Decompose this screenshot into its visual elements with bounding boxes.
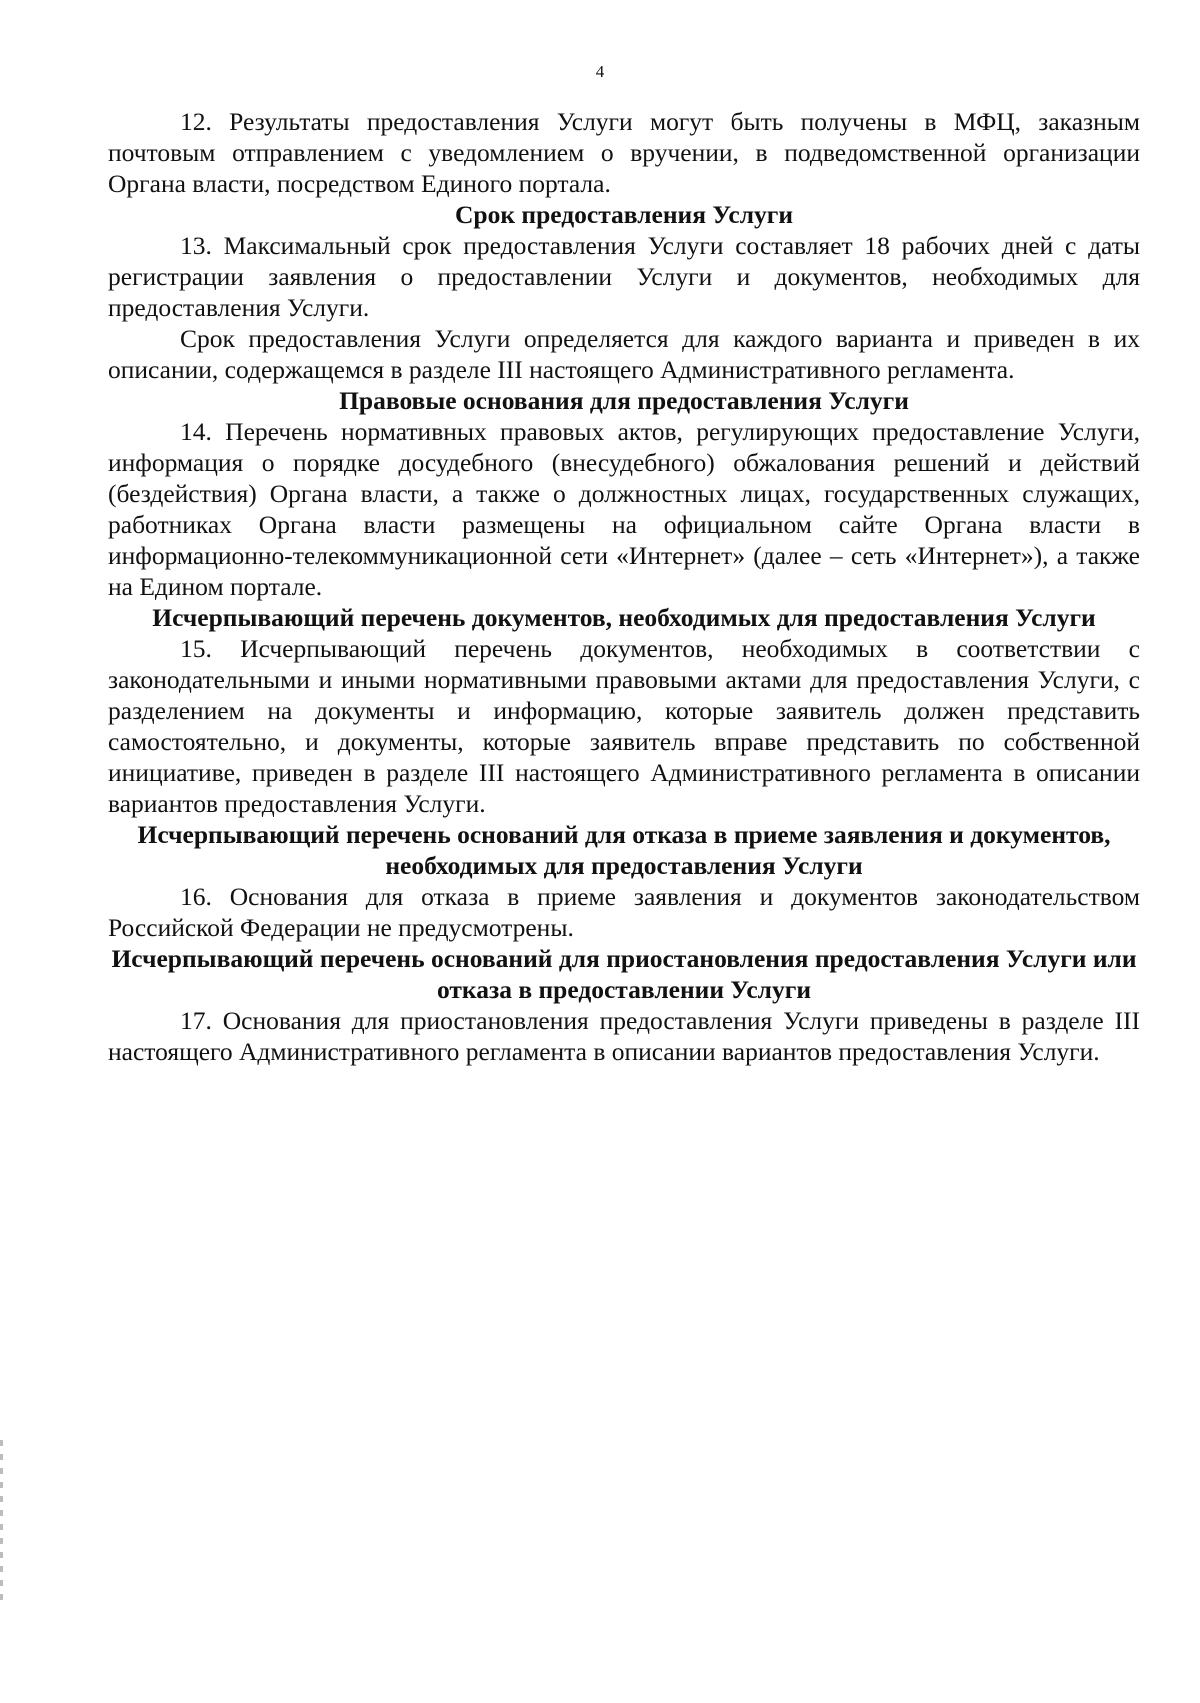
- page-number: 4: [595, 62, 605, 81]
- heading-service-term: Срок предоставления Услуги: [454, 200, 794, 229]
- heading-suspension-grounds: Исчерпывающий перечень оснований для приостановления предоставления Услуги или отказа в предоставлении Услуги: [111, 944, 1137, 1004]
- paragraph-12: 12. Результаты предоставления Услуги могут быть получены в МФЦ, заказным почтовым отправлением с уведомлением о вручении, в подведомственной организации Органа власти, посредством Единого портала.: [108, 107, 1140, 198]
- paragraph-15: 15. Исчерпывающий перечень документов, необходимых в соответствии с законодательными и иными нормативными правовыми актами для предоставления Услуги, с разделением на документы и информацию, которые заявитель должен представить самостоятельно, и документы, которые заявитель вправе представить по собственной инициативе, приведен в разделе III настоящего Административного регламента в описании вариантов предоставления Услуги.: [108, 634, 1140, 818]
- paragraph-13: 13. Максимальный срок предоставления Услуги составляет 18 рабочих дней с даты регистрации заявления о предоставлении Услуги и документов, необходимых для предоставления Услуги.: [108, 231, 1140, 322]
- paragraph-17: 17. Основания для приостановления предоставления Услуги приведены в разделе III настоящего Административного регламента в описании вариантов предоставления Услуги.: [108, 1006, 1140, 1066]
- paragraph-13-term-variants: Срок предоставления Услуги определяется для каждого варианта и приведен в их описании, содержащемся в разделе III настоящего Административного регламента.: [108, 324, 1140, 384]
- heading-legal-grounds: Правовые основания для предоставления Услуги: [339, 386, 909, 415]
- paragraph-16: 16. Основания для отказа в приеме заявления и документов законодательством Российской Федерации не предусмотрены.: [108, 882, 1140, 942]
- scan-edge-mark: [0, 1440, 3, 1600]
- heading-required-documents: Исчерпывающий перечень документов, необходимых для предоставления Услуги: [152, 603, 1096, 632]
- paragraph-14: 14. Перечень нормативных правовых актов, регулирующих предоставление Услуги, информация о порядке досудебного (внесудебного) обжалования решений и действий (бездействия) Органа власти, а также о должностных лицах, государственных служащих, работниках Органа власти размещены на официальном сайте Органа власти в информационно-телекоммуникационной сети «Интернет» (далее – сеть «Интернет»), а также на Едином портале.: [108, 417, 1140, 601]
- document-body: [108, 106, 1140, 1067]
- heading-refusal-grounds: Исчерпывающий перечень оснований для отказа в приеме заявления и документов, необходимых для предоставления Услуги: [137, 820, 1111, 880]
